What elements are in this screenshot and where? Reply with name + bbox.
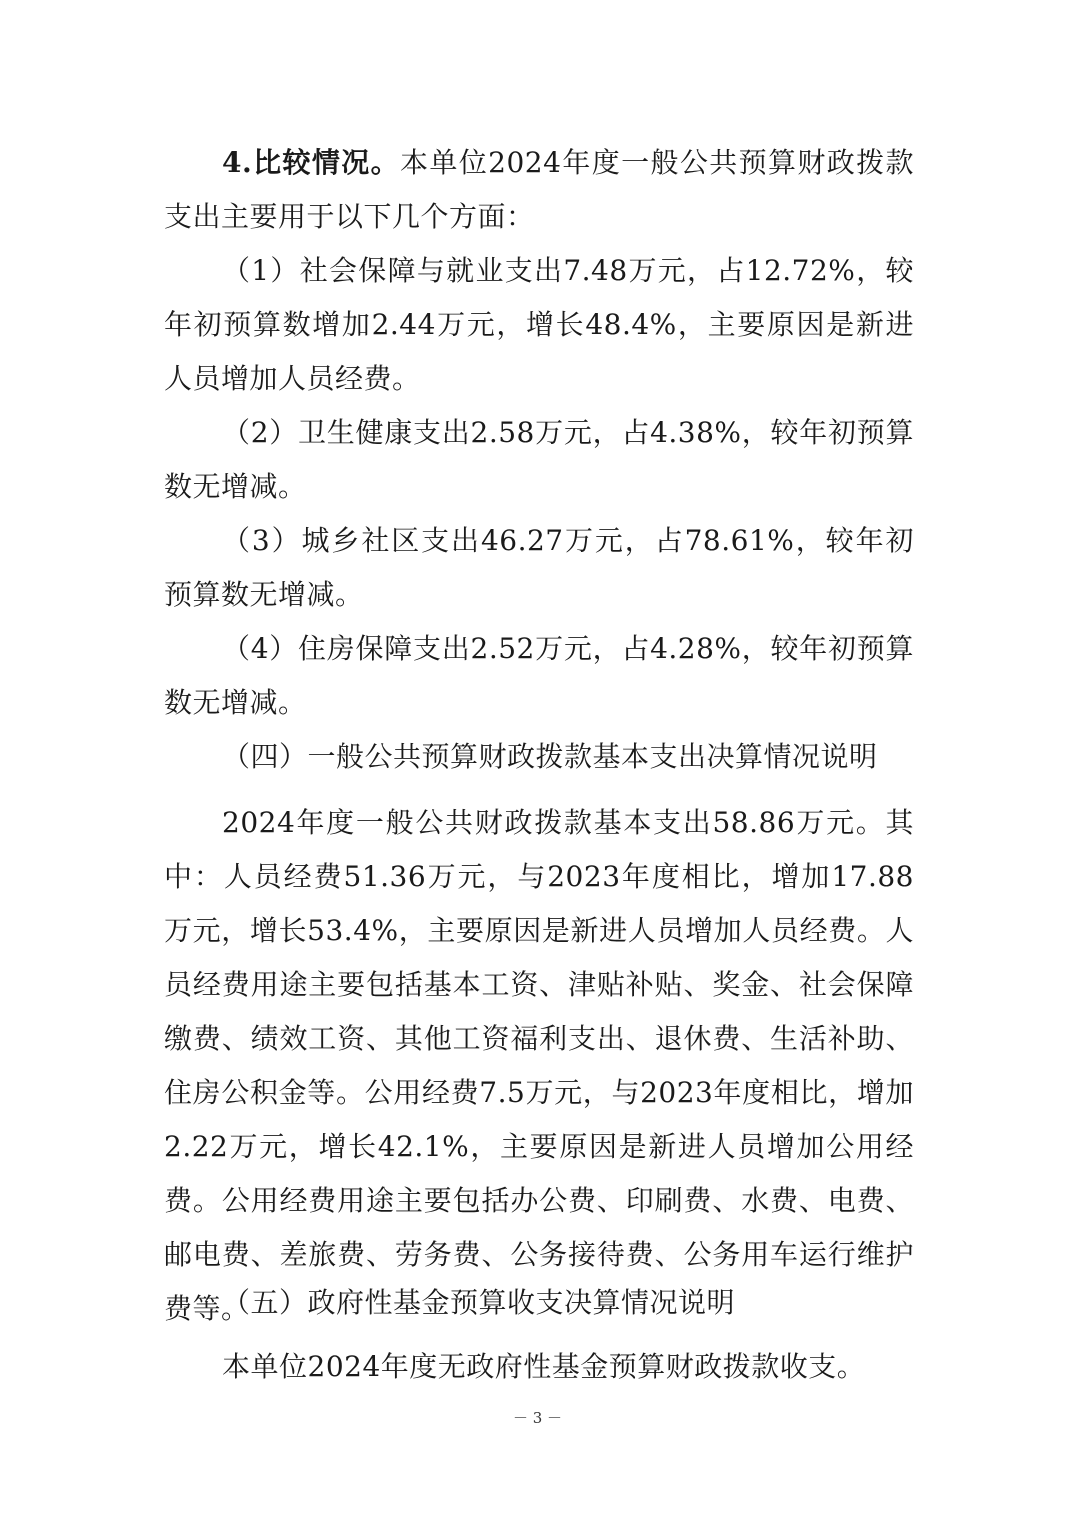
page-number: － 3 － [512,1409,563,1427]
item-housing: （4）住房保障支出2.52万元，占4.28%，较年初预算数无增减。 [164,632,914,719]
item-social-security: （1）社会保障与就业支出7.48万元，占12.72%，较年初预算数增加2.44万元，增长48.4%，主要原因是新进人员增加人员经费。 [164,254,914,395]
heading-gov-fund: （五）政府性基金预算收支决算情况说明 [222,1286,736,1319]
section-comparison-title: 4.比较情况。 [222,146,401,179]
section-comparison-paragraph [164,136,914,244]
basic-expenditure-paragraph: 2024年度一般公共财政拨款基本支出58.86万元。其中：人员经费51.36万元，与2023年度相比，增加17.88万元，增长53.4%，主要原因是新进人员增加人员经费。人员经费用途主要包括基本工资、津贴补贴、奖金、社会保障缴费、绩效工资、其他工资福利支出、退休费、生活补助、住房公积金等。公用经费7.5万元，与2023年度相比，增加2.22万元，增长42.1%，主要原因是新进人员增加公用经费。公用经费用途主要包括办公费、印刷费、水费、电费、邮电费、差旅费、劳务费、公务接待费、公务用车运行维护费等。 [164,806,914,1325]
gov-fund-paragraph: 本单位2024年度无政府性基金预算财政拨款收支。 [222,1350,866,1383]
heading-basic-expenditure: （四）一般公共预算财政拨款基本支出决算情况说明 [222,740,878,773]
item-urban-rural-community: （3）城乡社区支出46.27万元，占78.61%，较年初预算数无增减。 [164,524,914,611]
item-health: （2）卫生健康支出2.58万元，占4.38%，较年初预算数无增减。 [164,416,914,503]
section-comparison-text: 本单位2024年度一般公共预算财政拨款支出主要用于以下几个方面： [164,146,915,233]
